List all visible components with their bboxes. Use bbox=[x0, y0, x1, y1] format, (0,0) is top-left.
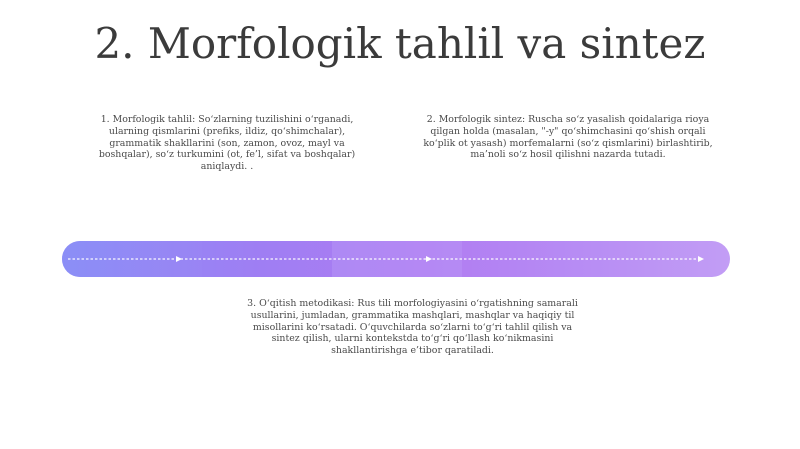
timeline-bar bbox=[62, 241, 730, 277]
text-block-oqitish-metodikasi: 3. O‘qitish metodikasi: Rus tili morfologiyasini o‘rgatishning samarali usullarini, jumladan, grammatika mashqlari, mashqlar va haqiqiy til misollarini ko‘rsatadi. O‘quvchilarda so‘zlarni to‘g‘ri tahlil qilish va sintez qilish, ularni kontekstda to‘g‘ri qo‘llash ko‘nikmasini shakllantirishga e’tibor qaratiladi. bbox=[247, 298, 578, 357]
text-block-morfologik-sintez: 2. Morfologik sintez: Ruscha so‘z yasalish qoidalariga rioya qilgan holda (masalan, "-y" qo‘shimchasini qo‘shish orqali ko‘plik ot yasash) morfemalarni (so‘z qismlarini) birlashtirib, ma’noli so‘z hosil qilishni nazarda tutadi. bbox=[423, 114, 713, 161]
arrow-head-icon bbox=[176, 256, 182, 262]
text-block-morfologik-tahlil: 1. Morfologik tahlil: So‘zlarning tuzilishini o‘rganadi, ularning qismlarini (prefiks, ildiz, qo‘shimchalar), grammatik shakllarini (son, zamon, ovoz, mayl va boshqalar), so‘z turkumini (ot, fe’l, sifat va boshqalar) aniqlaydi. . bbox=[98, 114, 356, 173]
slide-title: 2. Morfologik tahlil va sintez bbox=[94, 19, 706, 68]
arrow-head-icon bbox=[426, 256, 432, 262]
timeline-arrow-line bbox=[62, 241, 730, 277]
arrow-head-icon bbox=[698, 256, 704, 262]
